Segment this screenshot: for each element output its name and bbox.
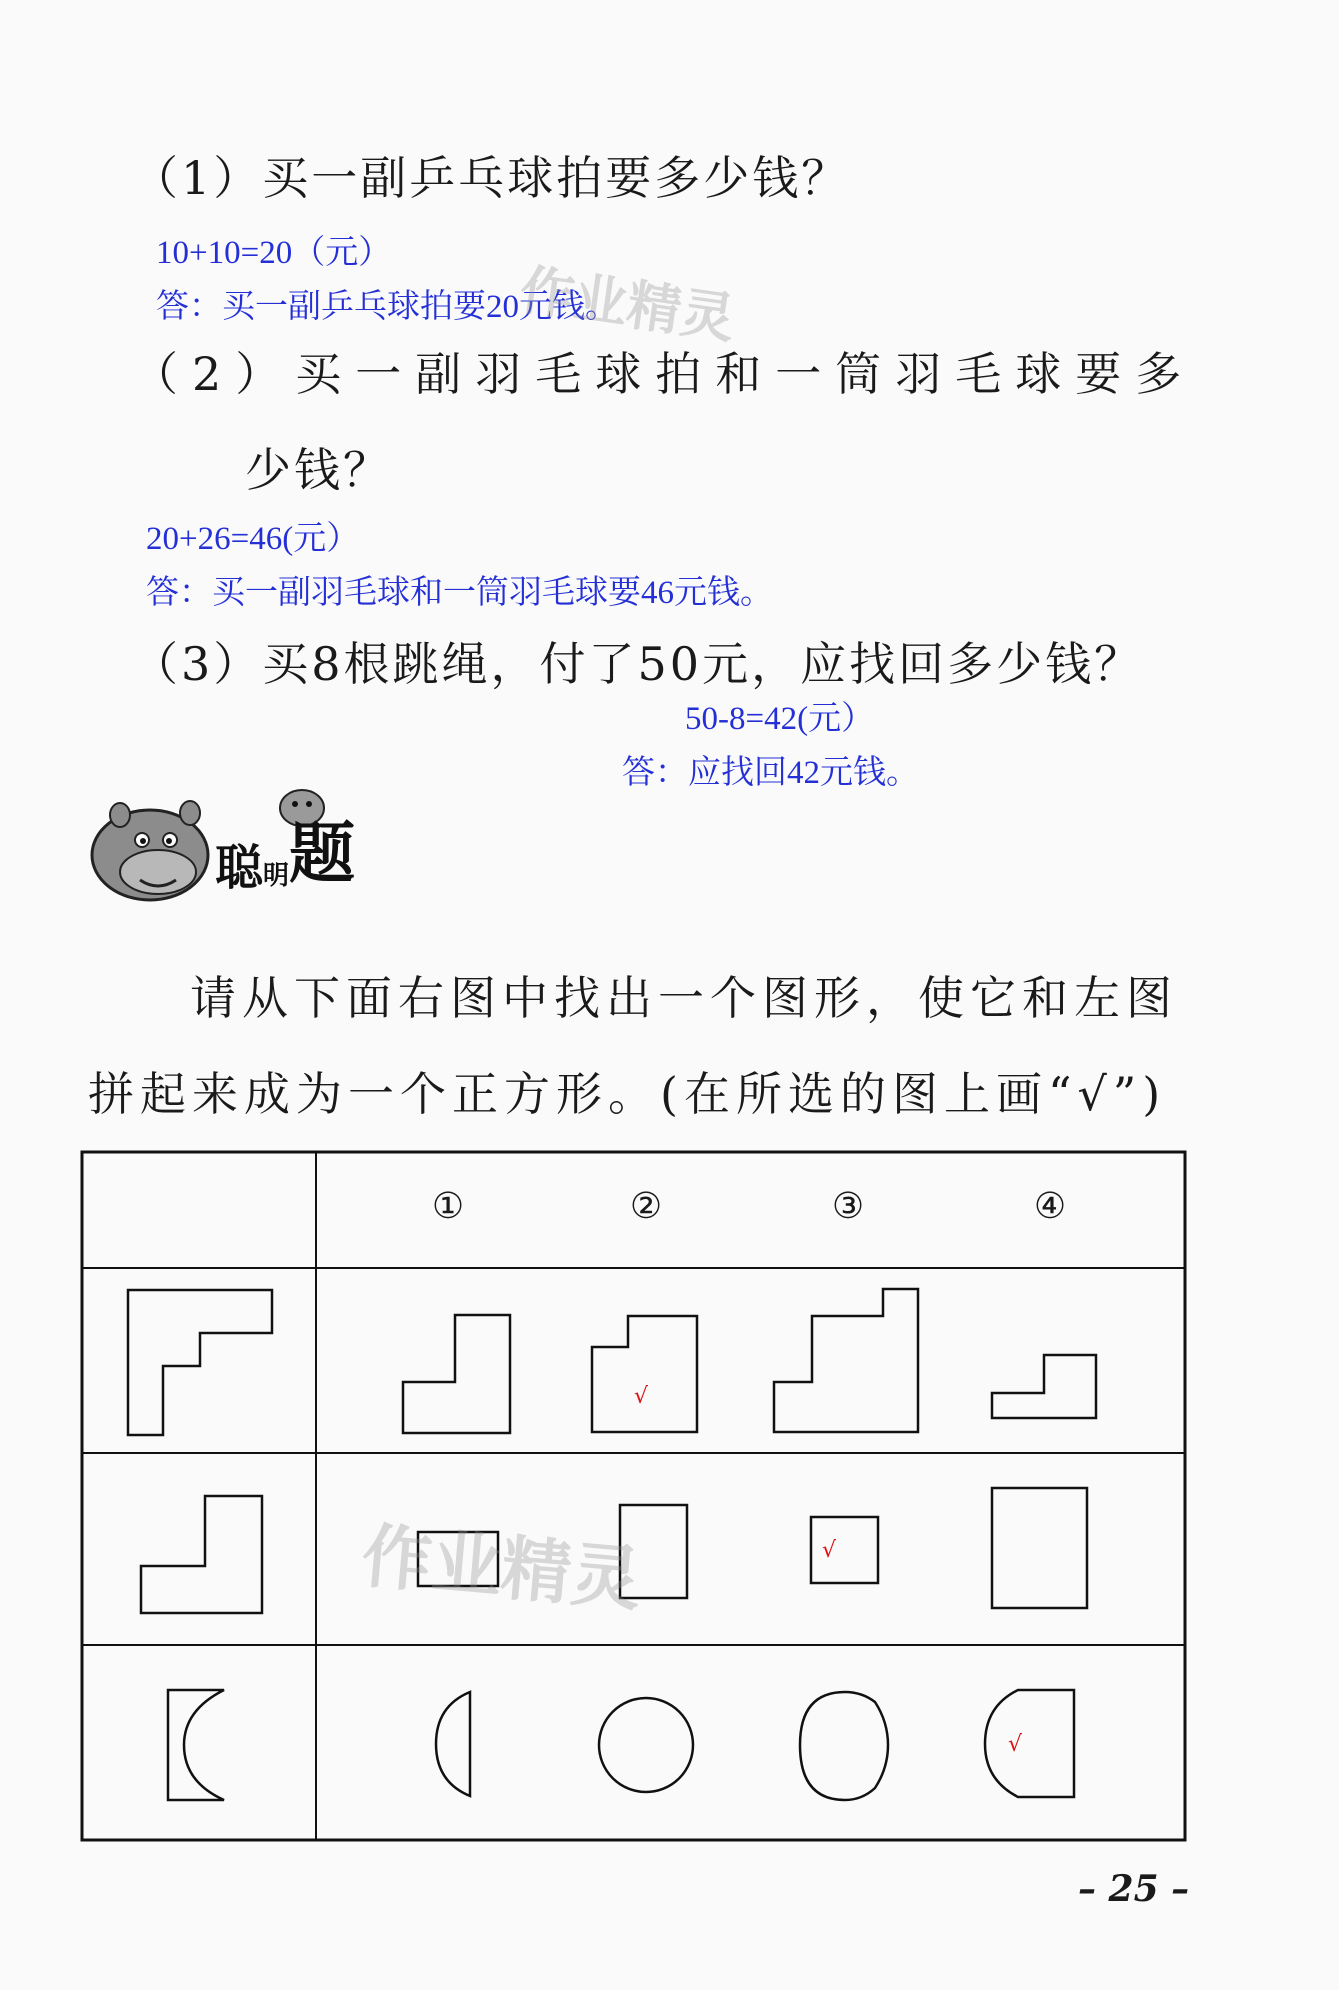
question-2-equation: 20+26=46(元）: [146, 521, 360, 557]
check-mark-row1: √: [634, 1384, 649, 1409]
row3-option4-shape: [985, 1690, 1074, 1797]
task-line-2: 拼起来成为一个正方形。(在所选的图上画“√”): [88, 1067, 1167, 1121]
task-line-1: 请从下面右图中找出一个图形，使它和左图: [190, 971, 1178, 1025]
page-number: – 25 –: [1078, 1868, 1190, 1910]
row2-option4-shape: [992, 1488, 1087, 1608]
row3-option3-shape: [800, 1692, 888, 1800]
watermark-middle: 作业精灵: [358, 1514, 645, 1622]
question-3-equation: 50-8=42(元）: [685, 701, 875, 737]
column-header-2: ②: [629, 1186, 663, 1227]
question-2-answer: 答：买一副羽毛球和一筒羽毛球要46元钱。: [146, 575, 773, 611]
check-mark-row3: √: [1008, 1732, 1023, 1757]
section-title-part2: 明: [263, 861, 290, 891]
question-3-answer: 答：应找回42元钱。: [622, 755, 919, 791]
row3-left-shape: [168, 1690, 224, 1800]
column-header-3: ③: [831, 1186, 865, 1227]
row2-left-shape: [141, 1496, 262, 1613]
row1-option2-shape: [592, 1316, 697, 1432]
question-2-label-line1: （2）买一副羽毛球拍和一筒羽毛球要多: [132, 347, 1196, 401]
question-1-equation: 10+10=20（元）: [156, 235, 392, 271]
row1-option3-shape: [774, 1289, 918, 1432]
row1-option1-shape: [403, 1315, 510, 1433]
row3-option1-shape: [436, 1692, 470, 1796]
row1-option4-shape: [992, 1355, 1096, 1418]
watermark-top: 作业精灵: [516, 258, 739, 351]
section-title-part1: 聪: [215, 840, 264, 896]
row1-left-shape: [128, 1290, 272, 1435]
question-1-label: （1）买一副乒乓球拍要多少钱？: [132, 151, 851, 205]
question-1-answer: 答：买一副乒乓球拍要20元钱。: [156, 289, 618, 325]
section-title-part3: 题: [289, 815, 356, 892]
column-header-1: ①: [431, 1186, 465, 1227]
question-3-label: （3）买8根跳绳，付了50元，应找回多少钱？: [132, 637, 1144, 691]
check-mark-row2: √: [822, 1538, 837, 1563]
column-header-4: ④: [1033, 1186, 1067, 1227]
question-2-label-line2: 少钱？: [245, 443, 392, 497]
row3-option2-shape: [599, 1698, 693, 1792]
